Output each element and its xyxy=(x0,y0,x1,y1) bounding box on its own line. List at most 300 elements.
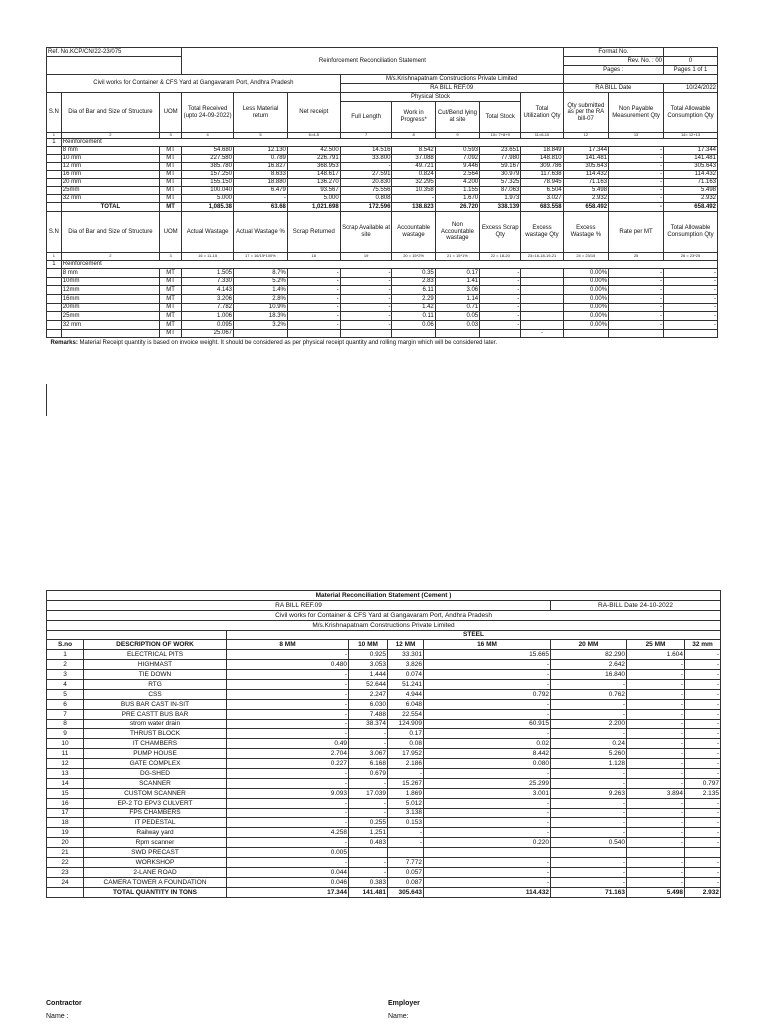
total-cell xyxy=(664,329,718,337)
total-cell: 2.932 xyxy=(685,887,721,897)
total-cell: 17.344 xyxy=(227,887,349,897)
data-cell: 0.220 xyxy=(424,838,551,848)
sn-cell xyxy=(47,286,62,295)
data-cell: - xyxy=(627,769,685,779)
ref-blank xyxy=(47,57,182,75)
data-cell: - xyxy=(480,286,521,295)
data-cell: MT xyxy=(160,179,182,187)
data-cell: 10.358 xyxy=(392,187,435,195)
data-cell: - xyxy=(609,179,664,187)
table-row xyxy=(47,778,721,788)
data-cell: - xyxy=(340,277,392,286)
total-label: TOTAL xyxy=(61,203,159,212)
sn-cell xyxy=(47,277,62,286)
data-cell: - xyxy=(424,680,551,690)
col-header: Qty submitted as per the RA bill-07 xyxy=(563,93,608,133)
data-cell: TIE DOWN xyxy=(84,670,227,680)
data-cell: - xyxy=(424,858,551,868)
data-cell: - xyxy=(609,269,664,278)
data-cell: CAMERA TOWER A FOUNDATION xyxy=(84,877,227,887)
data-cell: 16.827 xyxy=(234,163,288,171)
data-cell: - xyxy=(685,798,721,808)
data-cell: WORKSHOP xyxy=(84,858,227,868)
data-cell: - xyxy=(685,769,721,779)
data-cell: 3.027 xyxy=(521,195,563,203)
data-cell: 2.29 xyxy=(392,295,435,304)
data-cell: - xyxy=(685,739,721,749)
sn-cell xyxy=(47,155,62,163)
data-cell: 25.299 xyxy=(424,778,551,788)
data-cell: 0.005 xyxy=(227,848,349,858)
data-cell: - xyxy=(551,818,627,828)
index-cell: 25 xyxy=(609,253,664,261)
data-cell: - xyxy=(227,798,349,808)
data-cell: 141.481 xyxy=(563,155,608,163)
data-cell: - xyxy=(627,858,685,868)
data-cell: - xyxy=(424,709,551,719)
data-cell: - xyxy=(340,295,392,304)
data-cell: 18 xyxy=(47,818,84,828)
data-cell: - xyxy=(627,680,685,690)
cement-contractor: M/s.Krishnapatnam Constructions Private Limited xyxy=(47,620,721,630)
data-cell: 17.344 xyxy=(664,147,718,155)
data-cell: - xyxy=(551,699,627,709)
index-cell: 14= 12+13 xyxy=(664,133,718,139)
data-cell: - xyxy=(627,729,685,739)
data-cell: 0.05 xyxy=(435,312,479,321)
cement-ra-bill-date: RA-BILL Date 24-10-2022 xyxy=(551,600,721,610)
section-label: Reinforcement xyxy=(61,139,717,147)
data-cell: 10mm xyxy=(61,277,159,286)
table-row xyxy=(47,187,718,195)
col-header: S.no xyxy=(47,640,84,650)
remarks-label: Remarks: xyxy=(50,339,78,346)
data-cell: - xyxy=(424,670,551,680)
ra-bill-date-value: 10/24/2022 xyxy=(664,84,718,93)
index-cell: 6=4-5 xyxy=(287,133,340,139)
table-row xyxy=(47,312,718,321)
data-cell: 6.504 xyxy=(521,187,563,195)
total-cell xyxy=(480,329,521,337)
data-cell: - xyxy=(551,877,627,887)
data-cell: 2.932 xyxy=(664,195,718,203)
data-cell: - xyxy=(609,163,664,171)
col-header: Net receipt xyxy=(287,93,340,133)
data-cell: - xyxy=(609,321,664,330)
data-cell: - xyxy=(227,719,349,729)
data-cell: - xyxy=(227,670,349,680)
data-cell: - xyxy=(227,699,349,709)
data-cell: 0.540 xyxy=(551,838,627,848)
data-cell: 148.617 xyxy=(287,171,340,179)
data-cell: 21 xyxy=(47,848,84,858)
data-cell: 93.567 xyxy=(287,187,340,195)
data-cell: - xyxy=(551,858,627,868)
data-cell: - xyxy=(685,729,721,739)
data-cell xyxy=(521,303,563,312)
data-cell: - xyxy=(627,838,685,848)
data-cell: 75.556 xyxy=(340,187,392,195)
data-cell: 16.840 xyxy=(551,670,627,680)
data-cell: - xyxy=(609,187,664,195)
data-cell: DG-SHED xyxy=(84,769,227,779)
data-cell: - xyxy=(627,818,685,828)
col-header: 25 MM xyxy=(627,640,685,650)
index-cell: 12 xyxy=(563,133,608,139)
col-header: UOM xyxy=(160,93,182,133)
data-cell: 0.789 xyxy=(234,155,288,163)
ra-bill-ref: RA BILL REF.09 xyxy=(340,84,563,93)
data-cell: 6 xyxy=(47,699,84,709)
sn-cell xyxy=(47,303,62,312)
data-cell: 3.206 xyxy=(182,295,234,304)
section-no: 1 xyxy=(47,139,62,147)
data-cell: 0.593 xyxy=(435,147,479,155)
data-cell: - xyxy=(480,312,521,321)
data-cell: MT xyxy=(160,303,182,312)
data-cell: 3.894 xyxy=(627,788,685,798)
index-cell: 1 xyxy=(47,253,62,261)
table-row xyxy=(47,321,718,330)
data-cell: 7.488 xyxy=(349,709,388,719)
data-cell: - xyxy=(392,195,435,203)
col-header: Dia of Bar and Size of Structure xyxy=(61,212,159,253)
data-cell: 0.153 xyxy=(388,818,424,828)
total-cell: 114.432 xyxy=(424,887,551,897)
sn-cell xyxy=(47,171,62,179)
data-cell: - xyxy=(627,798,685,808)
table-row xyxy=(47,818,721,828)
col-header: 12 MM xyxy=(388,640,424,650)
index-cell: 3 xyxy=(160,133,182,139)
index-cell: 23=16-18-19-21 xyxy=(521,253,563,261)
data-cell: - xyxy=(664,286,718,295)
data-cell: 42.500 xyxy=(287,147,340,155)
data-cell: 16mm xyxy=(61,295,159,304)
data-cell: - xyxy=(627,709,685,719)
table-row xyxy=(47,179,718,187)
data-cell: 7.330 xyxy=(182,277,234,286)
data-cell: - xyxy=(424,828,551,838)
data-cell: - xyxy=(664,321,718,330)
data-cell: 22 xyxy=(47,858,84,868)
table-row xyxy=(47,689,721,699)
data-cell: MT xyxy=(160,187,182,195)
data-cell: 2.932 xyxy=(563,195,608,203)
data-cell: - xyxy=(664,303,718,312)
total-cell xyxy=(563,329,608,337)
data-cell: 8.7% xyxy=(234,269,288,278)
data-cell: 8 mm xyxy=(61,269,159,278)
index-cell: 22 = 18-20 xyxy=(480,253,521,261)
col-header: Total Allowable Consumption Qty xyxy=(664,93,718,133)
col-header: 20 MM xyxy=(551,640,627,650)
index-cell: 8 xyxy=(392,133,435,139)
data-cell: 20 mm xyxy=(61,179,159,187)
data-cell: 7.772 xyxy=(388,858,424,868)
data-cell: 309.786 xyxy=(521,163,563,171)
col-header: Scrap Available at site xyxy=(340,212,392,253)
sn-cell xyxy=(47,187,62,195)
data-cell: 17.952 xyxy=(388,749,424,759)
total-cell: 63.68 xyxy=(234,203,288,212)
data-cell: - xyxy=(685,858,721,868)
total-cell: 305.643 xyxy=(388,887,424,897)
cement-reconciliation-table xyxy=(46,590,721,898)
data-cell: - xyxy=(287,295,340,304)
statement-title: Reinforcement Reconciliation Statement xyxy=(182,48,563,75)
data-cell: 3.2% xyxy=(234,321,288,330)
table-row xyxy=(47,286,718,295)
index-cell: 2 xyxy=(61,133,159,139)
data-cell: - xyxy=(551,867,627,877)
data-cell: 20 xyxy=(47,838,84,848)
data-cell: MT xyxy=(160,295,182,304)
data-cell: 1.42 xyxy=(392,303,435,312)
data-cell: 0.797 xyxy=(685,778,721,788)
table-row xyxy=(47,171,718,179)
col-header: Less Material return xyxy=(234,93,288,133)
data-cell: - xyxy=(340,163,392,171)
data-cell: 124.909 xyxy=(388,719,424,729)
data-cell: 16 mm xyxy=(61,171,159,179)
data-cell: - xyxy=(424,877,551,887)
data-cell: 136.270 xyxy=(287,179,340,187)
data-cell: - xyxy=(480,295,521,304)
data-cell: FPS CHAMBERS xyxy=(84,808,227,818)
data-cell: - xyxy=(664,277,718,286)
data-cell: 0.00% xyxy=(563,303,608,312)
data-cell: 1 xyxy=(47,650,84,660)
data-cell: 9.263 xyxy=(551,788,627,798)
remarks-text: Material Receipt quantity is based on invoice weight. It should be considered as per physical receipt quantity and rolling margin which will be considered later. xyxy=(79,339,498,346)
data-cell: MT xyxy=(160,195,182,203)
data-cell: IT CHAMBERS xyxy=(84,739,227,749)
data-cell: PRE CASTT BUS BAR xyxy=(84,709,227,719)
data-cell: 5 xyxy=(47,689,84,699)
data-cell: 155.150 xyxy=(182,179,234,187)
data-cell: 5.498 xyxy=(664,187,718,195)
data-cell: 0.00% xyxy=(563,312,608,321)
data-cell: - xyxy=(627,670,685,680)
data-cell: 25mm xyxy=(61,187,159,195)
data-cell: 54.680 xyxy=(182,147,234,155)
data-cell: 0.00% xyxy=(563,321,608,330)
data-cell: 117.638 xyxy=(521,171,563,179)
data-cell: 2.8% xyxy=(234,295,288,304)
sn-cell xyxy=(47,147,62,155)
data-cell: 2.564 xyxy=(435,171,479,179)
margin-line xyxy=(46,384,47,416)
data-cell: 3 xyxy=(47,670,84,680)
data-cell: 10 xyxy=(47,739,84,749)
table-row xyxy=(47,808,721,818)
data-cell: SWD PRECAST xyxy=(84,848,227,858)
data-cell: 1.444 xyxy=(349,670,388,680)
data-cell: 8.633 xyxy=(234,171,288,179)
data-cell: 0.808 xyxy=(340,195,392,203)
contractor-name: M/s.Krishnapatnam Constructions Private Limited xyxy=(340,75,563,84)
data-cell: - xyxy=(340,312,392,321)
data-cell: 71.163 xyxy=(563,179,608,187)
data-cell: 141.481 xyxy=(664,155,718,163)
data-cell: 0.480 xyxy=(227,660,349,670)
data-cell: 0.17 xyxy=(435,269,479,278)
data-cell: MT xyxy=(160,269,182,278)
index-cell: 19 xyxy=(340,253,392,261)
data-cell: Railway yard xyxy=(84,828,227,838)
total-cell: - xyxy=(521,329,563,337)
sn-cell xyxy=(47,163,62,171)
data-cell: - xyxy=(685,719,721,729)
data-cell: 0.11 xyxy=(392,312,435,321)
data-cell: 0.046 xyxy=(227,877,349,887)
col-header: Non Accountable wastage xyxy=(435,212,479,253)
data-cell: - xyxy=(349,808,388,818)
data-cell: - xyxy=(287,269,340,278)
data-cell: CSS xyxy=(84,689,227,699)
data-cell: - xyxy=(424,769,551,779)
data-cell: - xyxy=(340,321,392,330)
data-cell: 2.642 xyxy=(551,660,627,670)
col-header: 16 MM xyxy=(424,640,551,650)
data-cell: - xyxy=(349,867,388,877)
data-cell: - xyxy=(388,828,424,838)
data-cell: 114.432 xyxy=(563,171,608,179)
sn-cell xyxy=(47,295,62,304)
data-cell: 18.849 xyxy=(521,147,563,155)
table-row xyxy=(47,650,721,660)
data-cell: RTG xyxy=(84,680,227,690)
data-cell: - xyxy=(685,689,721,699)
data-cell xyxy=(521,286,563,295)
data-cell: 0.383 xyxy=(349,877,388,887)
data-cell: - xyxy=(227,808,349,818)
employer-name-line: Name: xyxy=(388,1013,409,1020)
data-cell: strom water drain xyxy=(84,719,227,729)
data-cell: 32.295 xyxy=(392,179,435,187)
section-row xyxy=(47,139,718,147)
data-cell: 0.00% xyxy=(563,295,608,304)
total-cell: 683.558 xyxy=(521,203,563,212)
data-cell: - xyxy=(424,808,551,818)
data-cell: 51.241 xyxy=(388,680,424,690)
data-cell: MT xyxy=(160,312,182,321)
col-header: Accountable wastage xyxy=(392,212,435,253)
data-cell: - xyxy=(424,818,551,828)
data-cell: - xyxy=(685,680,721,690)
data-cell: - xyxy=(287,312,340,321)
data-cell: - xyxy=(388,769,424,779)
data-cell: - xyxy=(227,709,349,719)
data-cell: 0.227 xyxy=(227,759,349,769)
data-cell: - xyxy=(685,749,721,759)
table-row xyxy=(47,155,718,163)
rev-no-value: 0 xyxy=(664,57,718,66)
data-cell: ELECTRICAL PITS xyxy=(84,650,227,660)
total-cell: - xyxy=(609,203,664,212)
data-cell: 148.810 xyxy=(521,155,563,163)
data-cell: - xyxy=(340,303,392,312)
data-cell: - xyxy=(685,699,721,709)
data-cell: 3.138 xyxy=(388,808,424,818)
data-cell: 1.670 xyxy=(435,195,479,203)
data-cell: 0.679 xyxy=(349,769,388,779)
data-cell: - xyxy=(609,171,664,179)
data-cell: - xyxy=(609,312,664,321)
data-cell: 57.325 xyxy=(480,179,521,187)
data-cell: - xyxy=(349,739,388,749)
data-cell: 77.980 xyxy=(480,155,521,163)
data-cell xyxy=(551,848,627,858)
data-cell: MT xyxy=(160,171,182,179)
table-row xyxy=(47,670,721,680)
data-cell: - xyxy=(609,147,664,155)
sn-cell xyxy=(47,269,62,278)
data-cell: - xyxy=(227,689,349,699)
data-cell: 8 xyxy=(47,719,84,729)
pages-label: Pages : xyxy=(563,66,663,75)
data-cell: 10 mm xyxy=(61,155,159,163)
data-cell: 3.06 xyxy=(435,286,479,295)
table-row xyxy=(47,769,721,779)
data-cell: - xyxy=(627,867,685,877)
header-row xyxy=(47,212,718,253)
col-header: Excess Wastage % xyxy=(563,212,608,253)
data-cell: - xyxy=(551,769,627,779)
data-cell: - xyxy=(234,195,288,203)
data-cell: EP-2 TO EPV3 CULVERT xyxy=(84,798,227,808)
total-cell: 338.139 xyxy=(480,203,521,212)
data-cell: 12 xyxy=(47,759,84,769)
total-row xyxy=(47,887,721,897)
index-cell: 17 = 16/15*100% xyxy=(234,253,288,261)
data-cell: 0.087 xyxy=(388,877,424,887)
rev-no-label: Rev. No. : 00 xyxy=(563,57,663,66)
col-header: Total Stock xyxy=(480,102,521,133)
data-cell: 5.498 xyxy=(563,187,608,195)
data-cell: MT xyxy=(160,155,182,163)
data-cell: - xyxy=(627,808,685,818)
data-cell: 23.651 xyxy=(480,147,521,155)
data-cell: - xyxy=(287,303,340,312)
data-cell: - xyxy=(227,729,349,739)
index-cell: 1 xyxy=(47,133,62,139)
data-cell: - xyxy=(349,798,388,808)
total-cell: MT xyxy=(160,203,182,212)
employer-label: Employer xyxy=(388,1000,420,1007)
index-row xyxy=(47,253,718,261)
data-cell: SCANNER xyxy=(84,778,227,788)
sn-cell xyxy=(47,321,62,330)
data-cell: 32 mm xyxy=(61,321,159,330)
table-row xyxy=(47,195,718,203)
data-cell: 11 xyxy=(47,749,84,759)
data-cell: - xyxy=(627,749,685,759)
data-cell: 5.000 xyxy=(182,195,234,203)
data-cell: HIGHMAST xyxy=(84,660,227,670)
data-cell: - xyxy=(287,321,340,330)
data-cell: - xyxy=(627,759,685,769)
data-cell xyxy=(521,321,563,330)
data-cell: MT xyxy=(160,286,182,295)
total-cell xyxy=(609,329,664,337)
data-cell: 2.247 xyxy=(349,689,388,699)
data-cell: 25mm xyxy=(61,312,159,321)
data-cell: - xyxy=(480,277,521,286)
total-cell: MT xyxy=(160,329,182,337)
section-label: Reinforcement xyxy=(61,261,717,269)
